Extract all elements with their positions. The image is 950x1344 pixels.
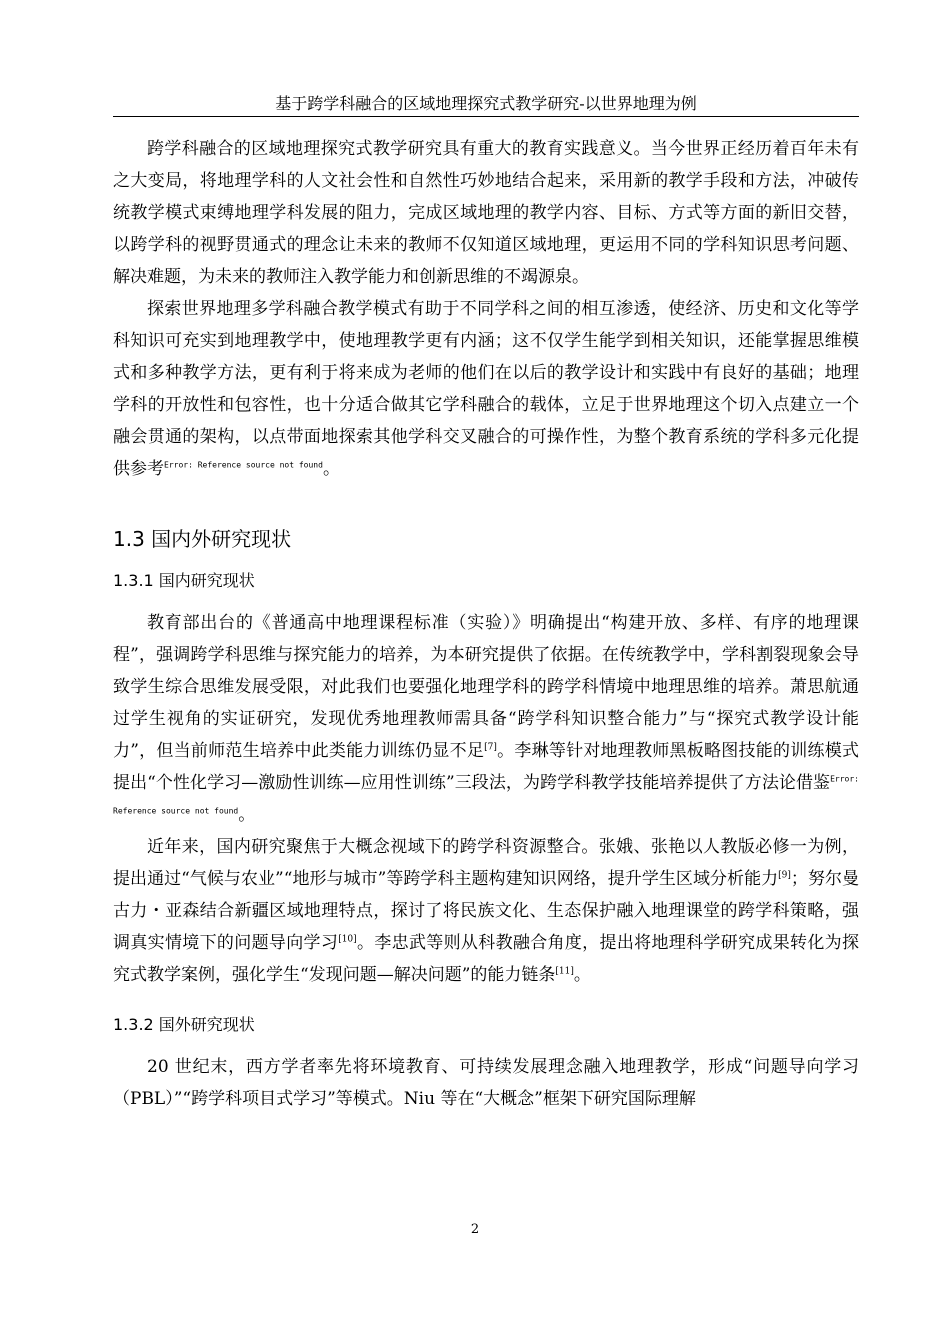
domestic-paragraph-1-end: 。 <box>238 805 256 825</box>
foreign-paragraph-1: 20 世纪末，西方学者率先将环境教育、可持续发展理念融入地理教学，形成“问题导向学习（PBL）”“跨学科项目式学习”等模式。Niu 等在“大概念”框架下研究国际理解 <box>113 1057 859 1109</box>
citation-7: [7] <box>484 742 497 753</box>
section-heading-1-3-1: 1.3.1 国内研究现状 <box>113 571 255 590</box>
domestic-paragraph-1-text-b: 。李琳等针对地理教师黑板略图技能的训练模式提出“个性化学习—激励性训练—应用性训练”三段法，为跨学科教学技能培养提供了方法论借鉴 <box>113 741 859 793</box>
citation-9: [9] <box>778 870 791 881</box>
reference-error-marker: Error: Reference source not found <box>164 460 323 470</box>
intro-paragraph-1: 跨学科融合的区域地理探究式教学研究具有重大的教育实践意义。当今世界正经历着百年未有之大变局，将地理学科的人文社会性和自然性巧妙地结合起来，采用新的教学手段和方法，冲破传统教学模式束缚地理学科发展的阻力，完成区域地理的教学内容、目标、方式等方面的新旧交替，以跨学科的视野贯通式的理念让未来的教师不仅知道区域地理，更运用不同的学科知识思考问题、解决难题，为未来的教师注入教学能力和创新思维的不竭源泉。 <box>113 139 859 287</box>
domestic-paragraph-2-text-a: 近年来，国内研究聚焦于大概念视域下的跨学科资源整合。张娥、张艳以人教版必修一为例，提出通过“气候与农业”“地形与城市”等跨学科主题构建知识网络，提升学生区域分析能力 <box>113 837 859 889</box>
domestic-paragraph-2-text-c: 。李忠武等则从科教融合角度，提出将地理科学研究成果转化为探究式教学案例，强化学生“发现问题—解决问题”的能力链条 <box>113 933 860 985</box>
intro-paragraph-2-text: 探索世界地理多学科融合教学模式有助于不同学科之间的相互渗透，使经济、历史和文化等学科知识可充实到地理教学中，使地理教学更有内涵；这不仅学生能学到相关知识，还能掌握思维模式和多种教学方法，更有利于将来成为老师的他们在以后的教学设计和实践中有良好的基础；地理学科的开放性和包容性，也十分适合做其它学科融合的载体，立足于世界地理这个切入点建立一个融会贯通的架构，以点带面地探索其他学科交叉融合的可操作性，为整个教育系统的学科多元化提供参考 <box>113 299 859 479</box>
page-number: 2 <box>470 1222 480 1237</box>
running-header: 基于跨学科融合的区域地理探究式教学研究-以世界地理为例 <box>275 94 697 113</box>
reference-error-marker: Error: Reference source not found <box>113 774 859 816</box>
section-heading-1-3-2: 1.3.2 国外研究现状 <box>113 1015 255 1034</box>
citation-11: [11] <box>555 966 574 977</box>
domestic-paragraph-2-text-b: ；努尔曼古力・亚森结合新疆区域地理特点，探讨了将民族文化、生态保护融入地理课堂的跨学科策略，强调真实情境下的问题导向学习 <box>113 869 860 953</box>
domestic-paragraph-2 <box>113 831 859 991</box>
citation-10: [10] <box>338 934 357 945</box>
intro-paragraph-2-end: 。 <box>322 459 340 479</box>
domestic-paragraph-1-text-a: 教育部出台的《普通高中地理课程标准（实验）》明确提出“构建开放、多样、有序的地理课程”，强调跨学科思维与探究能力的培养，为本研究提供了依据。在传统教学中，学科割裂现象会导致学生综合思维发展受限，对此我们也要强化地理学科的跨学科情境中地理思维的培养。萧思航通过学生视角的实证研究，发现优秀地理教师需具备“跨学科知识整合能力”与“探究式教学设计能力”，但当前师范生培养中此类能力训练仍显不足 <box>113 613 859 761</box>
intro-paragraph-2 <box>113 293 859 485</box>
page-body <box>113 133 859 1115</box>
domestic-paragraph-2-end: 。 <box>573 965 591 985</box>
header-rule <box>113 116 859 117</box>
section-heading-1-3: 1.3 国内外研究现状 <box>113 527 292 551</box>
domestic-paragraph-1 <box>113 607 859 831</box>
